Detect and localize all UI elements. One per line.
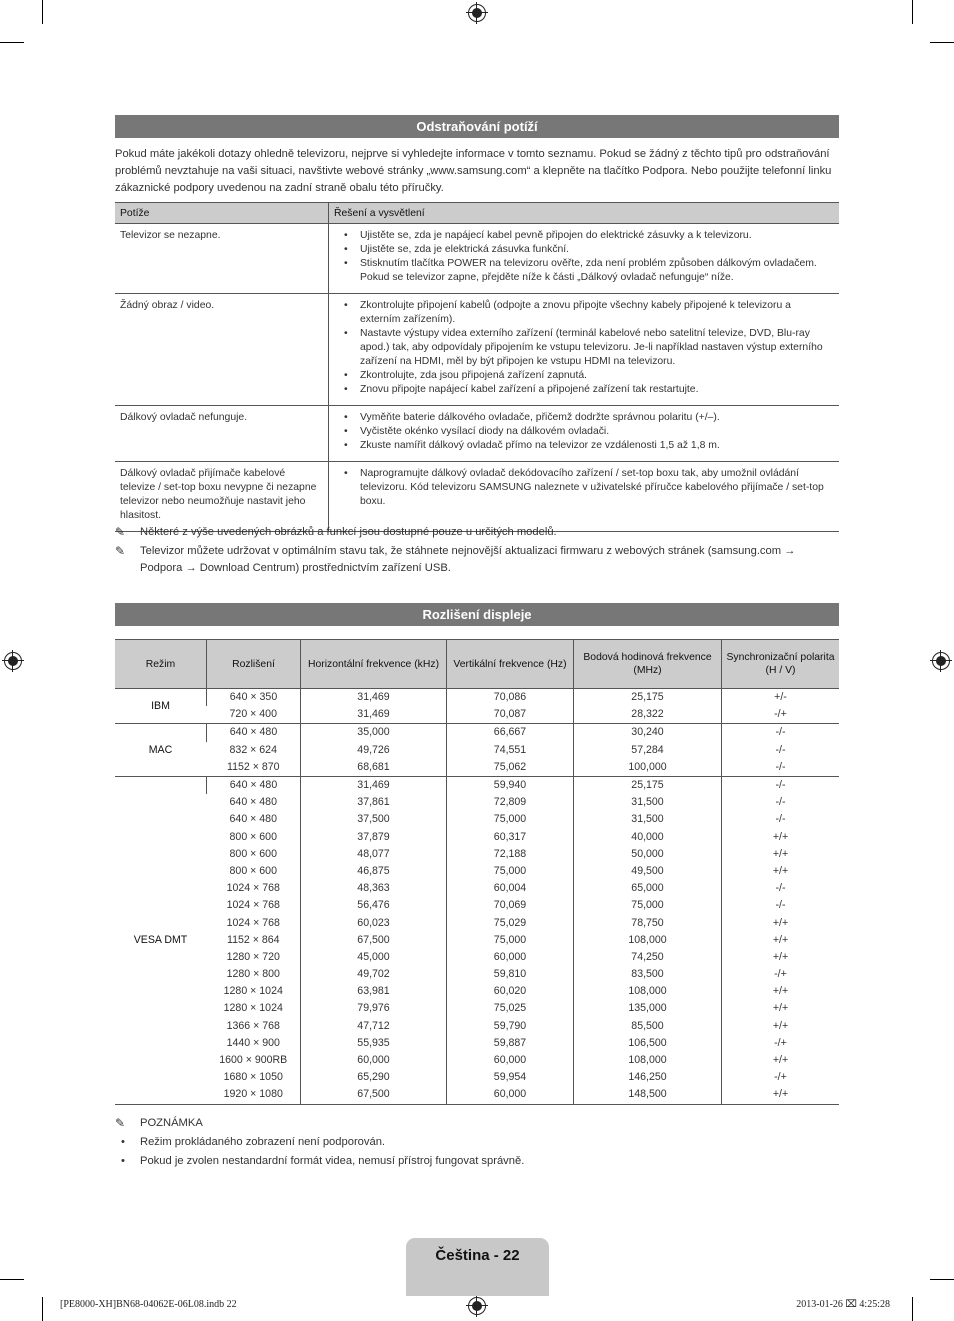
table-cell: +/+	[722, 1086, 840, 1104]
table-row	[115, 829, 839, 846]
note-bullet	[121, 1153, 524, 1170]
resolution-note	[115, 1115, 839, 1132]
table-cell: 78,750	[574, 914, 722, 931]
table-cell: 65,290	[301, 1069, 447, 1086]
table-cell: 48,077	[301, 846, 447, 863]
table-cell: 148,500	[574, 1086, 722, 1104]
table-cell: -/-	[722, 724, 840, 742]
table-row	[115, 689, 839, 707]
troubleshoot-table	[115, 202, 839, 532]
table-cell: -/+	[722, 1069, 840, 1086]
table-cell: +/+	[722, 949, 840, 966]
resolution-title: Rozlišení displeje	[115, 603, 839, 626]
list-item: • Zkuste namířit dálkový ovladač přímo na televizor ze vzdálenosti 1,5 až 1,8 m.	[352, 439, 834, 453]
table-cell: 1024 × 768	[226, 882, 280, 895]
table-cell: 800 × 600	[229, 847, 277, 860]
table-row	[115, 983, 839, 1000]
table-cell: -/-	[722, 897, 840, 914]
footer-file: [PE8000-XH]BN68-04062E-06L08.indb 22	[60, 1299, 237, 1310]
note-pencil-icon: ✎	[115, 544, 126, 558]
mode-cell: IBM	[115, 689, 207, 724]
table-cell: 56,476	[301, 897, 447, 914]
table-row	[115, 846, 839, 863]
table-cell: 25,175	[574, 689, 722, 707]
bullet-dot: •	[121, 1136, 125, 1148]
registration-mark-icon	[468, 1297, 486, 1315]
table-cell: 108,000	[574, 983, 722, 1000]
table-cell: 70,086	[447, 689, 574, 707]
table-cell: 640 × 480	[229, 813, 277, 826]
table-cell: 75,000	[447, 863, 574, 880]
table-cell: 108,000	[574, 932, 722, 949]
table-cell: +/+	[722, 846, 840, 863]
table-cell: -/+	[722, 966, 840, 983]
solution-cell	[329, 462, 840, 532]
list-item: • Vyměňte baterie dálkového ovladače, přičemž dodržte správnou polaritu (+/–).	[352, 411, 834, 425]
table-cell: 1366 × 768	[226, 1019, 280, 1032]
table-cell: 75,029	[447, 914, 574, 931]
table-row	[115, 1069, 839, 1086]
table-row	[115, 706, 839, 724]
resolution-table	[115, 639, 839, 1105]
table-cell: 45,000	[301, 949, 447, 966]
table-cell: +/+	[722, 914, 840, 931]
table-row	[115, 966, 839, 983]
table-cell: 1280 × 800	[226, 968, 280, 981]
col-resolution: Rozlišení	[207, 640, 301, 689]
table-row	[115, 880, 839, 897]
list-item: • Zkontrolujte připojení kabelů (odpojte a znovu připojte všechny kabely připojené k televizoru a externím zařízením).	[352, 299, 834, 327]
table-cell: 70,087	[447, 706, 574, 724]
crop-mark	[912, 1297, 913, 1321]
table-cell: 28,322	[574, 706, 722, 724]
table-cell: 640 × 480	[229, 796, 277, 809]
crop-mark	[930, 1279, 954, 1280]
col-problem: Potíže	[115, 203, 329, 224]
table-cell: 800 × 600	[229, 830, 277, 843]
table-cell: 75,025	[447, 1000, 574, 1017]
registration-mark-icon	[932, 652, 950, 670]
table-cell: 60,000	[447, 1052, 574, 1069]
table-cell: 60,020	[447, 983, 574, 1000]
table-row	[115, 897, 839, 914]
table-cell: 1152 × 864	[226, 933, 280, 946]
crop-mark	[42, 0, 43, 24]
table-cell: -/+	[722, 706, 840, 724]
table-cell: 50,000	[574, 846, 722, 863]
note-bullet	[121, 1134, 385, 1151]
list-item: • Ujistěte se, zda je elektrická zásuvka funkční.	[352, 243, 834, 257]
table-cell: 1280 × 1024	[223, 1002, 283, 1015]
table-cell: 60,000	[447, 1086, 574, 1104]
table-cell: 37,861	[301, 794, 447, 811]
table-cell: 85,500	[574, 1018, 722, 1035]
table-cell: 49,702	[301, 966, 447, 983]
solution-list	[337, 229, 834, 285]
table-cell: 63,981	[301, 983, 447, 1000]
table-cell: 75,000	[574, 897, 722, 914]
table-cell: 35,000	[301, 724, 447, 742]
table-cell: 1680 × 1050	[223, 1071, 283, 1084]
table-cell: 46,875	[301, 863, 447, 880]
bullet-text: Pokud je zvolen nestandardní formát videa, nemusí přístroj fungovat správně.	[140, 1155, 525, 1167]
solution-cell	[329, 406, 840, 462]
crop-mark	[42, 1297, 43, 1321]
table-cell: 47,712	[301, 1018, 447, 1035]
table-cell: 1024 × 768	[226, 916, 280, 929]
table-row	[115, 914, 839, 931]
table-cell: +/+	[722, 1000, 840, 1017]
table-cell: 1920 × 1080	[207, 1086, 301, 1104]
table-cell: +/-	[722, 689, 840, 707]
table-cell: 75,000	[447, 811, 574, 828]
table-row	[115, 742, 839, 759]
table-cell: 57,284	[574, 742, 722, 759]
list-item: • Zkontrolujte, zda jsou připojená zařízení zapnutá.	[352, 369, 834, 383]
table-cell: 59,790	[447, 1018, 574, 1035]
table-cell: 59,810	[447, 966, 574, 983]
registration-mark-icon	[468, 4, 486, 22]
table-cell: -/-	[722, 794, 840, 811]
table-cell: 66,667	[447, 724, 574, 742]
table-cell: 135,000	[574, 1000, 722, 1017]
table-cell: 146,250	[574, 1069, 722, 1086]
problem-cell: Dálkový ovladač nefunguje.	[115, 406, 329, 462]
list-item: • Vyčistěte okénko vysílací diody na dálkovém ovladači.	[352, 425, 834, 439]
table-cell: 800 × 600	[229, 864, 277, 877]
list-item: • Nastavte výstupy videa externího zařízení (terminál kabelové nebo satelitní televize, DVD, Blu-ray apod.) tak, aby odpovídaly připojením ke vstupu televizoru. Je-li například nastaven výstup externího zařízení na HDMI, měl by být připojen ke vstupu HDMI na televizoru.	[352, 327, 834, 369]
table-row	[115, 811, 839, 828]
table-cell: 65,000	[574, 880, 722, 897]
table-cell: 31,500	[574, 794, 722, 811]
list-item: • Ujistěte se, zda je napájecí kabel pevně připojen do elektrické zásuvky a k televizoru.	[352, 229, 834, 243]
table-cell: 31,469	[301, 776, 447, 794]
table-cell: 75,062	[447, 759, 574, 777]
solution-cell	[329, 294, 840, 406]
table-cell: +/+	[722, 932, 840, 949]
table-cell: 720 × 400	[207, 706, 301, 724]
problem-cell: Žádný obraz / video.	[115, 294, 329, 406]
solution-list	[337, 299, 834, 397]
table-row	[115, 1000, 839, 1017]
table-cell: 31,500	[574, 811, 722, 828]
note-label: POZNÁMKA	[140, 1117, 203, 1129]
note-1	[115, 524, 839, 541]
table-cell: 55,935	[301, 1035, 447, 1052]
table-cell: 1600 × 900RB	[219, 1054, 288, 1067]
table-cell: 37,500	[301, 811, 447, 828]
table-cell: 1152 × 870	[207, 759, 301, 777]
table-row	[115, 776, 839, 794]
table-cell: 79,976	[301, 1000, 447, 1017]
mode-cell: VESA DMT	[115, 776, 207, 1104]
table-row	[115, 949, 839, 966]
table-row	[115, 724, 839, 742]
table-cell: 25,175	[574, 776, 722, 794]
page-number: Čeština - 22	[435, 1247, 520, 1264]
solution-list	[337, 411, 834, 453]
table-cell: 83,500	[574, 966, 722, 983]
crop-mark	[912, 0, 913, 24]
table-cell: 37,879	[301, 829, 447, 846]
table-cell: 640 × 350	[207, 689, 301, 707]
table-cell: 31,469	[301, 706, 447, 724]
table-cell: 48,363	[301, 880, 447, 897]
table-cell: 60,023	[301, 914, 447, 931]
list-item: • Naprogramujte dálkový ovladač dekódovacího zařízení / set-top boxu tak, aby umožnil ovládání televizoru. Kód televizoru SAMSUNG naleznete v uživatelské příručce kabelového přijímače / set-top boxu.	[352, 467, 834, 509]
crop-mark	[0, 1279, 24, 1280]
table-row	[115, 224, 839, 294]
table-cell: +/+	[722, 829, 840, 846]
table-cell: 74,551	[447, 742, 574, 759]
table-cell: 60,000	[301, 1052, 447, 1069]
troubleshoot-intro: Pokud máte jakékoli dotazy ohledně televizoru, nejprve si vyhledejte informace v tomto seznamu. Pokud se žádný z těchto tipů pro odstraňování problémů nevztahuje na vaši situaci, navštivte webové stránky „www.samsung.com“ a klepněte na tlačítko Podpora. Nebo použijte telefonní linku zákaznické podpory uvedenou na zadní straně obalu této příručky.	[115, 148, 832, 194]
table-cell: 31,469	[301, 689, 447, 707]
table-cell: 100,000	[574, 759, 722, 777]
table-cell: 60,000	[447, 949, 574, 966]
bullet-dot: •	[121, 1155, 125, 1167]
table-cell: 108,000	[574, 1052, 722, 1069]
col-vfreq: Vertikální frekvence (Hz)	[447, 640, 574, 689]
table-cell: 67,500	[301, 1086, 447, 1104]
list-item: • Stisknutím tlačítka POWER na televizoru ověřte, zda není problém způsoben dálkovým ovladačem. Pokud se televizor zapne, přejděte níže k části „Dálkový ovladač nefunguje“ níže.	[352, 257, 834, 285]
col-clock: Bodová hodinová frekvence (MHz)	[574, 640, 722, 689]
table-cell: 67,500	[301, 932, 447, 949]
note-text: Televizor můžete udržovat v optimálním stavu tak, že stáhnete nejnovější aktualizaci firmwaru z webových stránek (samsung.com → Podpora → Download Centrum) prostřednictvím zařízení USB.	[140, 545, 796, 574]
table-cell: -/-	[722, 880, 840, 897]
table-cell: 59,940	[447, 776, 574, 794]
col-hfreq: Horizontální frekvence (kHz)	[301, 640, 447, 689]
table-cell: 59,887	[447, 1035, 574, 1052]
table-cell: 74,250	[574, 949, 722, 966]
problem-cell: Televizor se nezapne.	[115, 224, 329, 294]
table-row	[115, 863, 839, 880]
note-pencil-icon: ✎	[115, 525, 126, 539]
table-cell: 640 × 480	[207, 724, 301, 742]
crop-mark	[930, 42, 954, 43]
table-cell: -/-	[722, 759, 840, 777]
table-cell: 75,000	[447, 932, 574, 949]
table-cell: 72,809	[447, 794, 574, 811]
table-row	[115, 1018, 839, 1035]
table-row	[115, 462, 839, 532]
table-cell: 60,317	[447, 829, 574, 846]
table-cell: -/-	[722, 811, 840, 828]
table-cell: 640 × 480	[207, 776, 301, 794]
list-item: • Znovu připojte napájecí kabel zařízení a připojené zařízení tak restartujte.	[352, 383, 834, 397]
table-row	[115, 932, 839, 949]
table-cell: -/-	[722, 742, 840, 759]
footer-date: 2013-01-26 ⌧ 4:25:28	[796, 1299, 890, 1310]
table-row	[115, 794, 839, 811]
bullet-text: Režim prokládaného zobrazení není podporován.	[140, 1136, 386, 1148]
note-2	[115, 543, 839, 577]
solution-cell	[329, 224, 840, 294]
table-cell: 49,500	[574, 863, 722, 880]
col-mode: Režim	[115, 640, 207, 689]
table-cell: 49,726	[301, 742, 447, 759]
crop-mark	[0, 42, 24, 43]
col-polarity: Synchronizační polarita (H / V)	[722, 640, 840, 689]
table-cell: +/+	[722, 1018, 840, 1035]
note-text: Některé z výše uvedených obrázků a funkcí jsou dostupné pouze u určitých modelů.	[140, 526, 557, 538]
table-cell: +/+	[722, 863, 840, 880]
mode-cell: MAC	[115, 724, 207, 777]
table-cell: 72,188	[447, 846, 574, 863]
table-cell: 40,000	[574, 829, 722, 846]
table-cell: 1440 × 900	[226, 1036, 280, 1049]
table-row	[115, 1035, 839, 1052]
troubleshoot-title: Odstraňování potíží	[115, 115, 839, 138]
note-pencil-icon: ✎	[115, 1116, 126, 1130]
table-row	[115, 1052, 839, 1069]
table-cell: 68,681	[301, 759, 447, 777]
table-cell: 832 × 624	[229, 743, 277, 756]
table-cell: 1280 × 1024	[223, 985, 283, 998]
table-cell: 30,240	[574, 724, 722, 742]
table-row	[115, 1086, 839, 1104]
table-cell: +/+	[722, 983, 840, 1000]
table-cell: -/-	[722, 776, 840, 794]
table-cell: -/+	[722, 1035, 840, 1052]
col-solution: Řešení a vysvětlení	[329, 203, 840, 224]
table-cell: +/+	[722, 1052, 840, 1069]
table-cell: 1024 × 768	[226, 899, 280, 912]
table-row	[115, 406, 839, 462]
table-cell: 70,069	[447, 897, 574, 914]
table-cell: 60,004	[447, 880, 574, 897]
table-cell: 59,954	[447, 1069, 574, 1086]
table-row	[115, 294, 839, 406]
table-cell: 106,500	[574, 1035, 722, 1052]
table-cell: 1280 × 720	[226, 950, 280, 963]
table-row	[115, 759, 839, 777]
solution-list	[337, 467, 834, 509]
problem-cell: Dálkový ovladač přijímače kabelové televize / set-top boxu nevypne či nezapne televizor nebo neumožňuje nastavit jeho hlasitost.	[115, 462, 329, 532]
page-number-tab	[406, 1238, 549, 1296]
registration-mark-icon	[4, 652, 22, 670]
